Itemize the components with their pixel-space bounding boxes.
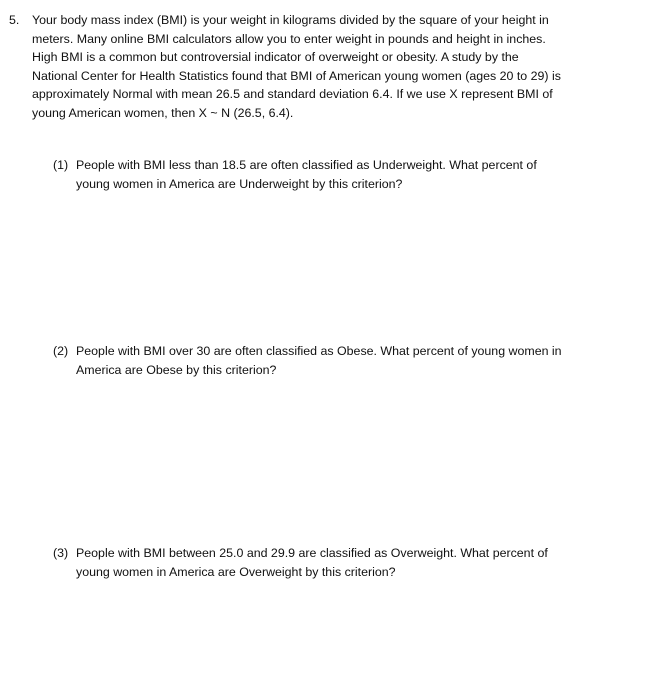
problem-statement-line: National Center for Health Statistics found that BMI of American young women (ages 20 to 29) is [32,68,561,83]
part-question-line: People with BMI over 30 are often classified as Obese. What percent of young women in [76,344,562,358]
part-question-line: People with BMI less than 18.5 are often classified as Underweight. What percent of [76,158,537,172]
part-label: (2) [53,344,69,358]
part-question-line: America are Obese by this criterion? [76,362,277,377]
problem-statement [32,11,592,122]
part-question-line: young women in America are Underweight by this criterion? [76,176,403,191]
part-question [76,342,596,379]
problem-statement-line: Your body mass index (BMI) is your weight in kilograms divided by the square of your height in [32,13,549,27]
part-question-line: young women in America are Overweight by this criterion? [76,564,396,579]
part-question [76,544,596,581]
part-label: (1) [53,158,69,172]
problem-statement-line: High BMI is a common but controversial indicator of overweight or obesity. A study by the [32,50,519,64]
problem-statement-line: meters. Many online BMI calculators allow you to enter weight in pounds and height in inches. [32,31,546,46]
problem-number: 5. [9,13,20,27]
problem-statement-line: young American women, then X ~ N (26.5, 6.4). [32,105,294,120]
problem-statement-line: approximately Normal with mean 26.5 and standard deviation 6.4. If we use X represent BMI of [32,87,553,101]
part-question-line: People with BMI between 25.0 and 29.9 are classified as Overweight. What percent of [76,546,548,560]
part-question [76,156,596,193]
part-label: (3) [53,546,69,560]
